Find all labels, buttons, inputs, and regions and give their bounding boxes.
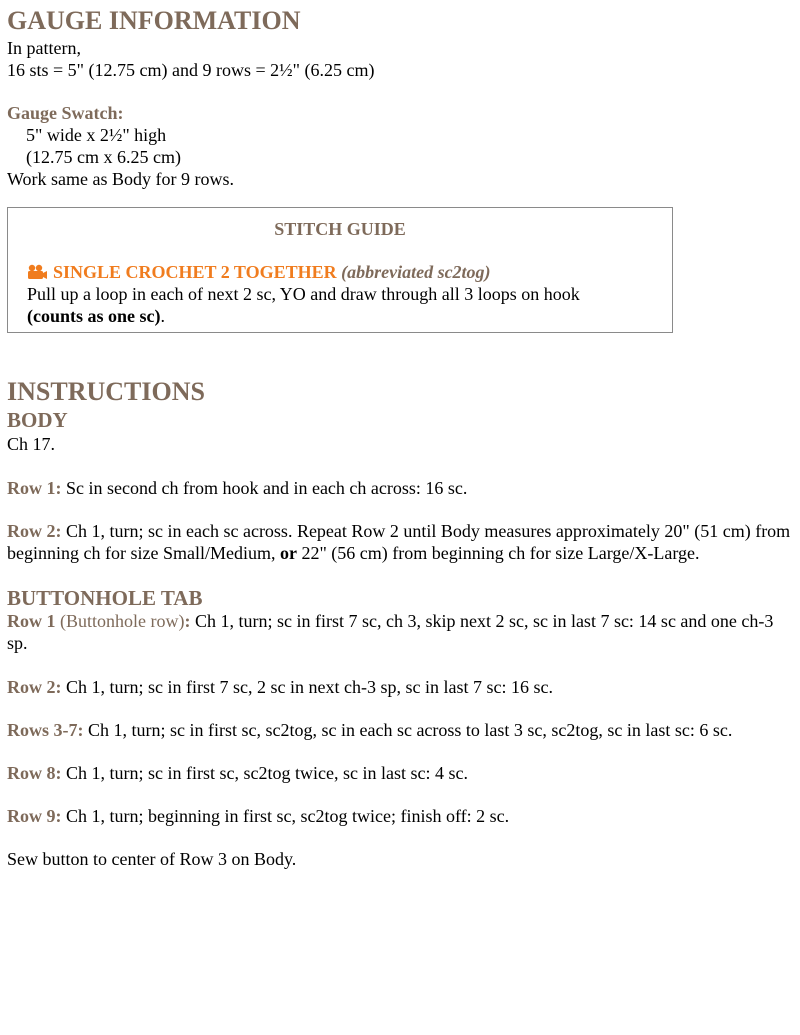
buttonhole-rows-3-7 <box>7 719 732 741</box>
row-text: Ch 1, turn; sc in first sc, sc2tog twice, sc in last sc: 4 sc. <box>61 763 468 783</box>
gauge-line-1: In pattern, <box>7 38 81 58</box>
row-text: Ch 1, turn; beginning in first sc, sc2tog twice; finish off: 2 sc. <box>61 806 510 826</box>
instructions-heading: INSTRUCTIONS <box>7 377 205 406</box>
stitch-guide-title: STITCH GUIDE <box>274 219 406 239</box>
final-instruction: Sew button to center of Row 3 on Body. <box>7 849 297 869</box>
row-text: Ch 1, turn; sc in each sc across. Repeat Row 2 until Body measures approximately 20" (51 cm) from beginning ch for size Small/Medium, <box>7 521 791 563</box>
row-label: Row 8: <box>7 763 62 783</box>
row-text: Ch 1, turn; sc in first 7 sc, ch 3, skip next 2 sc, sc in last 7 sc: 14 sc and one ch-3 sp. <box>7 611 774 653</box>
body-chain: Ch 17. <box>7 434 56 454</box>
stitch-guide-entry <box>27 261 491 283</box>
buttonhole-heading: BUTTONHOLE TAB <box>7 586 203 610</box>
row-text-end: 22" (56 cm) from beginning ch for size Large/X-Large. <box>296 543 700 563</box>
stitch-description: Pull up a loop in each of next 2 sc, YO and draw through all 3 loops on hook <box>27 284 580 304</box>
body-row-1 <box>7 477 467 499</box>
stitch-abbreviation: (abbreviated sc2tog) <box>341 262 491 282</box>
row-text: Sc in second ch from hook and in each ch across: 16 sc. <box>61 478 468 498</box>
gauge-swatch-size: 5" wide x 2½" high <box>26 125 167 145</box>
row-text: Ch 1, turn; sc in first 7 sc, 2 sc in next ch-3 sp, sc in last 7 sc: 16 sc. <box>61 677 553 697</box>
row-colon: : <box>184 611 191 631</box>
row-label: Row 1 <box>7 611 56 631</box>
gauge-line-2: 16 sts = 5" (12.75 cm) and 9 rows = 2½" (6.25 cm) <box>7 60 375 80</box>
buttonhole-row-1 <box>7 610 797 654</box>
gauge-swatch-label: Gauge Swatch: <box>7 103 124 123</box>
stitch-guide-box <box>7 207 673 333</box>
gauge-heading: GAUGE INFORMATION <box>7 6 301 35</box>
stitch-counts-line <box>27 305 165 327</box>
row-label: Row 9: <box>7 806 62 826</box>
row-label: Row 2: <box>7 677 62 697</box>
row-label: Row 2: <box>7 521 62 541</box>
row-note: (Buttonhole row) <box>55 611 185 631</box>
gauge-swatch-size-cm: (12.75 cm x 6.25 cm) <box>26 147 181 167</box>
body-heading: BODY <box>7 408 68 432</box>
yarn-ball-icon <box>27 263 48 279</box>
stitch-name: SINGLE CROCHET 2 TOGETHER <box>53 262 337 282</box>
buttonhole-row-8 <box>7 762 468 784</box>
stitch-counts: (counts as one sc) <box>27 306 161 326</box>
buttonhole-row-9 <box>7 805 509 827</box>
row-label: Row 1: <box>7 478 62 498</box>
row-label: Rows 3-7: <box>7 720 84 740</box>
stitch-period: . <box>160 306 165 326</box>
body-row-2 <box>7 520 797 564</box>
row-text: Ch 1, turn; sc in first sc, sc2tog, sc in each sc across to last 3 sc, sc2tog, sc in last sc: 6 sc. <box>83 720 733 740</box>
buttonhole-row-2 <box>7 676 553 698</box>
row-or: or <box>279 543 297 563</box>
gauge-swatch-note: Work same as Body for 9 rows. <box>7 169 235 189</box>
